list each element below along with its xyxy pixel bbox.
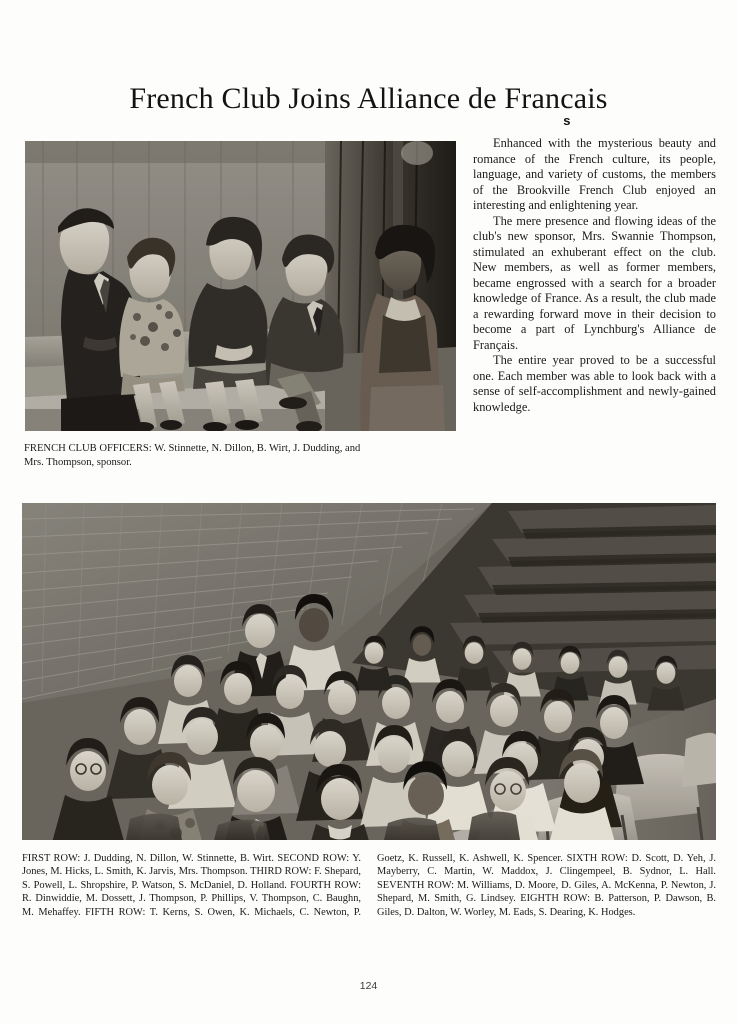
c-cedilla-glyph — [560, 80, 574, 129]
article-body — [473, 136, 716, 415]
officers-caption: FRENCH CLUB OFFICERS: W. Stinnette, N. Dillon, B. Wirt, J. Dudding, and Mrs. Thompson, sponsor. — [24, 443, 361, 468]
page-title-text-before: French Club Joins Alliance de Fran — [129, 82, 561, 116]
page-title-letter-c: c — [560, 82, 574, 116]
page-title — [0, 80, 737, 129]
group-caption — [22, 852, 716, 919]
article-paragraph-3: The entire year proved to be a successful one. Each member was able to look back with a sense of self-accomplishment and newly-gained knowledge. — [473, 353, 716, 414]
page-number: 124 — [359, 980, 378, 992]
officers-photo — [25, 141, 456, 431]
group-photo-artwork — [22, 503, 716, 840]
group-caption-text: FIRST ROW: J. Dudding, N. Dillon, W. Stinnette, B. Wirt. SECOND ROW: Y. Jones, M. Hicks, L. Smith, K. Jarvis, Mrs. Thompson. THIRD ROW: F. Shepard, S. Powell, L. Shropshire, P. Watson, S. McDaniel, D. Holland. FOURTH ROW: R. Dinwiddie, M. Dossett, J. Thompson, P. Phillips, V. Thompson, C. Baughn, M. Mehaffey. FIFTH ROW: T. Kerns, S. Owen, K. Michaels, C. Newton, P. Goetz, K. Russell, K. Ashwell, K. Spencer. SIXTH ROW: D. Scott, D. Yeh, J. Mayberry, C. Martin, W. Maddox, J. Clingempeel, B. Sydnor, L. Hall. SEVENTH ROW: M. Williams, D. Moore, D. Giles, A. McKenna, P. Newton, J. Shepard, M. Smith, G. Lindsey. EIGHTH ROW: B. Patterson, P. Dawson, B. Giles, D. Dalton, W. Worley, M. Eads, S. Dearing, K. Hodges. — [22, 853, 716, 918]
page-title-text-after: ais — [573, 82, 608, 116]
cedilla-mark: s — [563, 113, 571, 129]
officers-photo-artwork — [25, 141, 456, 431]
article-paragraph-1: Enhanced with the mysterious beauty and romance of the French culture, its people, language, and variety of customs, the members of the Brookville French Club enjoyed an interesting and enlightening year. — [473, 136, 716, 212]
group-photo — [22, 503, 716, 840]
article-paragraph-2: The mere presence and flowing ideas of the club's new sponsor, Mrs. Swannie Thompson, stimulated an exhuberant effect on the club. New members, as well as former members, became engrossed with a search for a broader knowledge of France. As a result, the club made a rewarding forward move in their decision to become a part of Lynchburg's Alliance de Français. — [473, 213, 716, 352]
